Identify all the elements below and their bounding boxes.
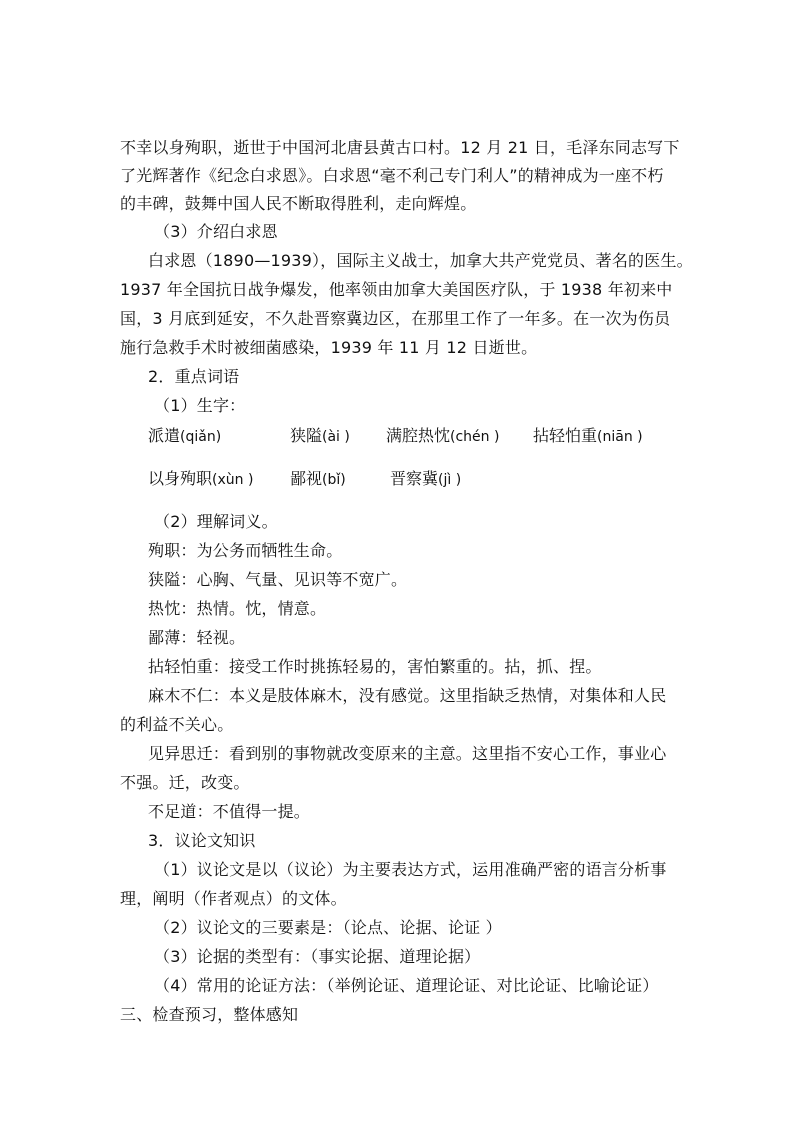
definition-line: 热忱：热情。忱，情意。	[148, 599, 327, 618]
vocab-item: 狭隘(ài )	[290, 426, 350, 445]
definition-line: 不强。迁，改变。	[120, 773, 250, 792]
vocab-item: 派遣(qiǎn)	[148, 426, 222, 445]
definition-line: 殉职：为公务而牺牲生命。	[148, 541, 343, 560]
definition-line: 不足道：不值得一提。	[148, 802, 311, 821]
subheading-introduce-bethune: （3）介绍白求恩	[154, 222, 278, 241]
vocab-item: 拈轻怕重(niān )	[533, 426, 643, 445]
bethune-paragraph-line: 白求恩（1890—1939），国际主义战士，加拿大共产党党员、著名的医生。	[148, 251, 693, 270]
bethune-paragraph-line: 施行急救手术时被细菌感染，1939 年 11 月 12 日逝世。	[120, 338, 538, 357]
vocab-item: 鄙视(bǐ)	[290, 469, 346, 488]
knowledge-line: 理，阐明（作者观点）的文体。	[120, 889, 347, 908]
definition-line: 麻木不仁：本义是肢体麻木，没有感觉。这里指缺乏热情，对集体和人民	[148, 686, 667, 705]
intro-paragraph-line: 了光辉著作《纪念白求恩》。白求恩“毫不利己专门利人”的精神成为一座不朽	[120, 166, 664, 185]
definition-line: 狭隘：心胸、气量、见识等不宽广。	[148, 570, 408, 589]
section-heading-key-words: 2．重点词语	[148, 367, 240, 386]
definition-line: 见异思迁：看到别的事物就改变原来的主意。这里指不安心工作，事业心	[148, 744, 667, 763]
definition-line: 的利益不关心。	[120, 715, 234, 734]
vocab-item: 满腔热忱(chén )	[386, 426, 500, 445]
knowledge-line: （3）论据的类型有：（事实论据、道理论据）	[154, 947, 481, 966]
definition-line: 鄙薄：轻视。	[148, 628, 246, 647]
section-heading-preview-check: 三、检查预习，整体感知	[120, 1005, 299, 1024]
intro-paragraph-line: 的丰碑，鼓舞中国人民不断取得胜利，走向辉煌。	[120, 194, 477, 213]
bethune-paragraph-line: 1937 年全国抗日战争爆发，他率领由加拿大美国医疗队，于 1938 年初来中	[120, 280, 673, 299]
bethune-paragraph-line: 国，3 月底到延安，不久赴晋察冀边区，在那里工作了一年多。在一次为伤员	[120, 309, 671, 328]
knowledge-line: （4）常用的论证方法：（举例论证、道理论证、对比论证、比喻论证）	[154, 976, 659, 995]
subheading-word-meanings: （2）理解词义。	[154, 512, 278, 531]
subheading-new-characters: （1）生字：	[154, 396, 246, 415]
intro-paragraph-line: 不幸以身殉职，逝世于中国河北唐县黄古口村。12 月 21 日，毛泽东同志写下	[120, 138, 680, 157]
knowledge-line: （1）议论文是以（议论）为主要表达方式，运用准确严密的语言分析事	[154, 860, 667, 879]
section-heading-argumentative-essay: 3．议论文知识	[148, 831, 256, 850]
vocab-item: 晋察冀(jì )	[390, 469, 462, 488]
knowledge-line: （2）议论文的三要素是：（论点、论据、论证 ）	[154, 918, 502, 937]
definition-line: 拈轻怕重：接受工作时挑拣轻易的，害怕繁重的。拈，抓、捏。	[148, 657, 602, 676]
vocab-item: 以身殉职(xùn )	[148, 469, 254, 488]
